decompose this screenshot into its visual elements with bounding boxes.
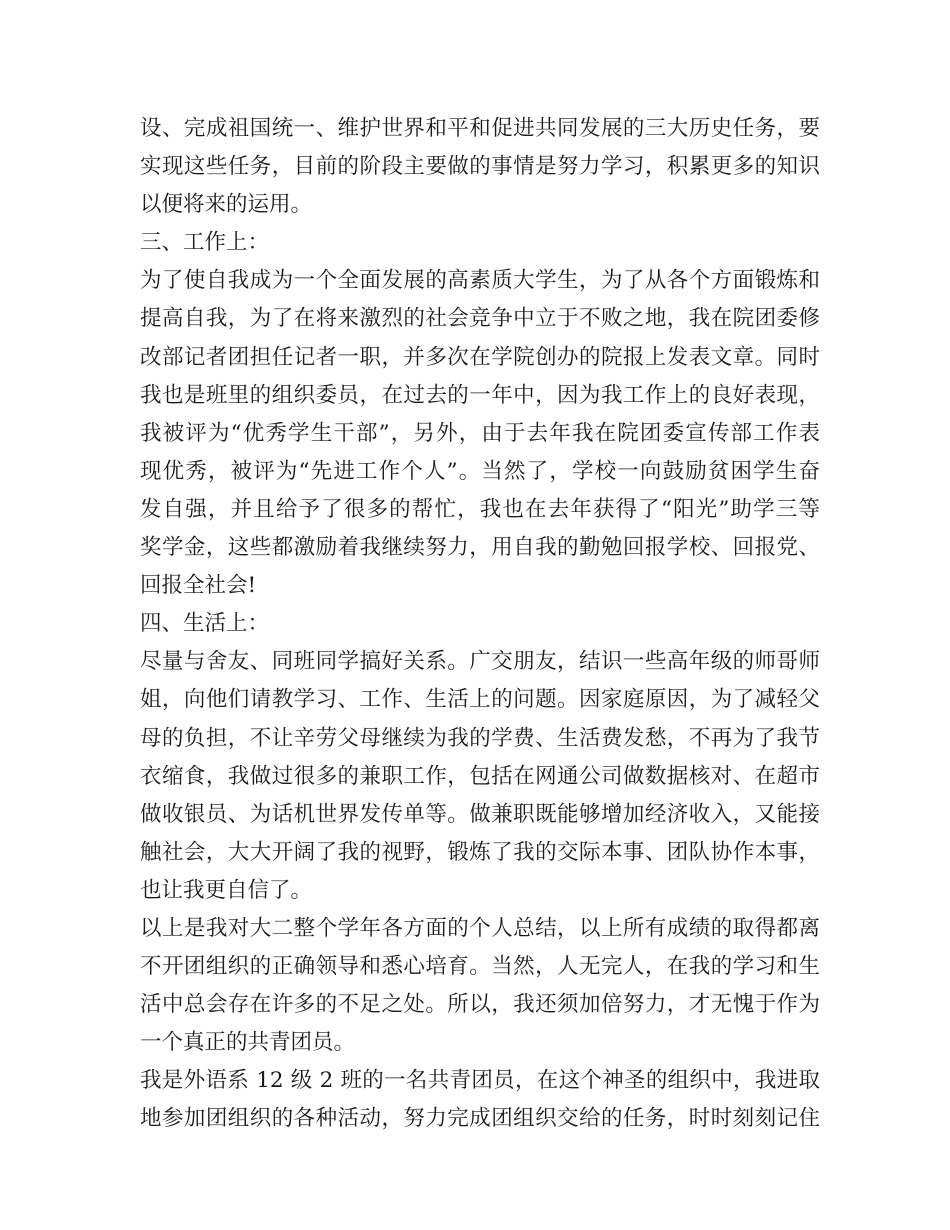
text-line: 触社会，大大开阔了我的视野，锻炼了我的交际本事、团队协作本事，: [140, 839, 820, 865]
text-line: 三、工作上：: [140, 230, 270, 256]
text-line: 改部记者团担任记者一职，并多次在学院创办的院报上发表文章。同时: [140, 344, 820, 370]
text-line: 不开团组织的正确领导和悉心培育。当然，人无完人，在我的学习和生: [140, 954, 820, 980]
text-line: 奖学金，这些都激励着我继续努力，用自我的勤勉回报学校、回报党、: [140, 535, 820, 561]
text-line: 设、完成祖国统一、维护世界和平和促进共同发展的三大历史任务，要: [140, 116, 820, 141]
text-line: 一个真正的共青团员。: [140, 1030, 356, 1056]
text-line: 为了使自我成为一个全面发展的高素质大学生，为了从各个方面锻炼和: [140, 268, 820, 294]
text-line: 以便将来的运用。: [140, 192, 313, 218]
text-line: 发自强，并且给予了很多的帮忙，我也在去年获得了“阳光”助学三等: [140, 496, 820, 522]
text-line: 我是外语系 12 级 2 班的一名共青团员，在这个神圣的组织中，我进取: [140, 1068, 820, 1094]
text-line: 提高自我，为了在将来激烈的社会竞争中立于不败之地，我在院团委修: [140, 306, 820, 332]
text-line: 尽量与舍友、同班同学搞好关系。广交朋友，结识一些高年级的师哥师: [140, 649, 820, 675]
text-line: 地参加团组织的各种活动，努力完成团组织交给的任务，时时刻刻记住: [140, 1106, 820, 1132]
text-line: 衣缩食，我做过很多的兼职工作，包括在网通公司做数据核对、在超市: [140, 763, 820, 789]
document-body: [140, 110, 820, 1139]
text-line: 实现这些任务，目前的阶段主要做的事情是努力学习，积累更多的知识: [140, 154, 820, 180]
text-line: 也让我更自信了。: [140, 877, 313, 903]
text-line: 做收银员、为话机世界发传单等。做兼职既能够增加经济收入，又能接: [140, 801, 820, 827]
text-line: 回报全社会!: [140, 573, 257, 599]
text-line: 我被评为“优秀学生干部”，另外，由于去年我在院团委宣传部工作表: [140, 420, 820, 446]
text-line: 活中总会存在许多的不足之处。所以，我还须加倍努力，才无愧于作为: [140, 992, 820, 1018]
text-line: 现优秀，被评为“先进工作个人”。当然了，学校一向鼓励贫困学生奋: [140, 458, 820, 484]
text-line: 以上是我对大二整个学年各方面的个人总结，以上所有成绩的取得都离: [140, 915, 820, 941]
text-line: 四、生活上：: [140, 611, 270, 637]
text-line: 母的负担，不让辛劳父母继续为我的学费、生活费发愁，不再为了我节: [140, 725, 820, 751]
text-line: 我也是班里的组织委员，在过去的一年中，因为我工作上的良好表现，: [140, 382, 820, 408]
text-line: 姐，向他们请教学习、工作、生活上的问题。因家庭原因，为了减轻父: [140, 687, 820, 713]
